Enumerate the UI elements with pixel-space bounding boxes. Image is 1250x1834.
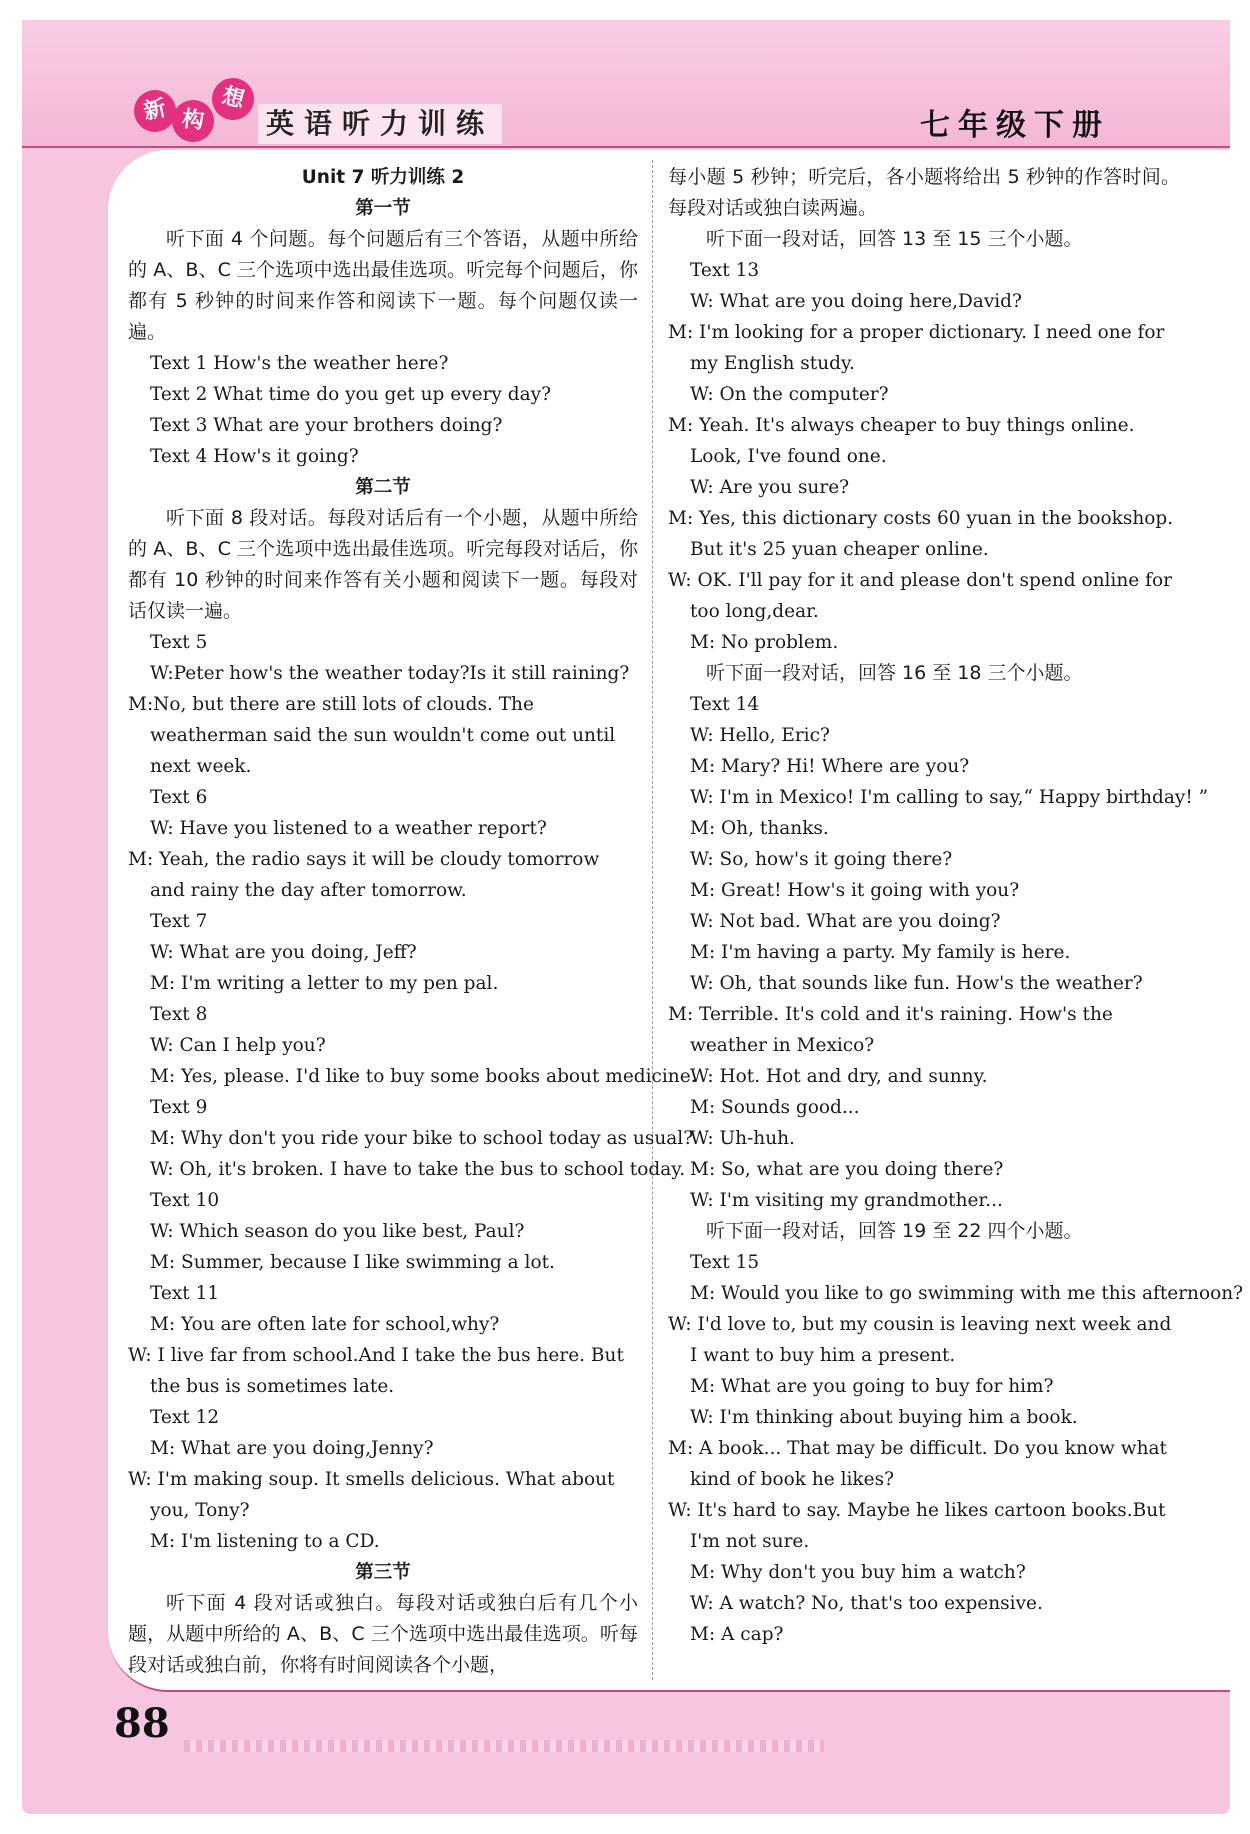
text-item: Text 10 [150, 1190, 220, 1211]
section-heading: Unit 7 听力训练 2 [301, 167, 465, 188]
dialogue-line: W: Oh, that sounds like fun. How's the weather? [690, 973, 1143, 994]
dialogue-line: M: Terrible. It's cold and it's raining. How's the weather in Mexico? [668, 1004, 1113, 1056]
logo-char-2: 构 [170, 98, 216, 144]
text-item: Text 13 [690, 260, 760, 281]
dialogue-line: M: Sounds good... [690, 1097, 860, 1118]
dialogue-line: M: A book... That may be difficult. Do you know what kind of book he likes? [668, 1438, 1167, 1490]
dialogue-line: W: A watch? No, that's too expensive. [690, 1593, 1043, 1614]
series-title: 英语听力训练 [258, 104, 502, 144]
dialogue-line: W: Not bad. What are you doing? [690, 911, 1001, 932]
section-heading: 第一节 [355, 198, 411, 219]
text-item: Text 14 [690, 694, 760, 715]
text-item: Text 15 [690, 1252, 760, 1273]
dialogue-line: M: I'm writing a letter to my pen pal. [150, 973, 499, 994]
text-item: Text 8 [150, 1004, 208, 1025]
section-heading: 第二节 [355, 477, 411, 498]
instruction-paragraph: 每小题 5 秒钟；听完后，各小题将给出 5 秒钟的作答时间。每段对话或独白读两遍。 [668, 166, 1180, 219]
dialogue-line: M: Yeah. It's always cheaper to buy things online. Look, I've found one. [668, 415, 1135, 467]
series-logo [134, 84, 264, 136]
text-item: Text 1 How's the weather here? [150, 353, 449, 374]
instruction-paragraph: 听下面 8 段对话。每段对话后有一个小题，从题中所给的 A、B、C 三个选项中选出最佳选项。听完每段对话后，你都有 10 秒钟的时间来作答有关小题和阅读下一题。每段对话仅读一遍。 [128, 507, 638, 622]
logo-char-3: 想 [208, 74, 259, 125]
dialogue-line: M: A cap? [690, 1624, 784, 1645]
dialogue-line: W:Peter how's the weather today?Is it still raining? [150, 663, 630, 684]
dialogue-line: W: Hot. Hot and dry, and sunny. [690, 1066, 988, 1087]
dialogue-line: M: I'm having a party. My family is here. [690, 942, 1071, 963]
text-item: Text 3 What are your brothers doing? [150, 415, 503, 436]
left-column [128, 162, 697, 1681]
dialogue-line: M: Oh, thanks. [690, 818, 829, 839]
dialogue-line: M: Great! How's it going with you? [690, 880, 1020, 901]
page-number: 88 [114, 1700, 170, 1747]
dialogue-line: W: Are you sure? [690, 477, 850, 498]
dialogue-line: W: Can I help you? [150, 1035, 326, 1056]
dialogue-line: M: What are you doing,Jenny? [150, 1438, 434, 1459]
dialogue-line: W: On the computer? [690, 384, 889, 405]
instruction-paragraph: 听下面 4 个问题。每个问题后有三个答语，从题中所给的 A、B、C 三个选项中选出最佳选项。听完每个问题后，你都有 5 秒钟的时间来作答和阅读下一题。每个问题仅读一遍。 [128, 228, 638, 343]
dialogue-line: M: I'm listening to a CD. [150, 1531, 380, 1552]
dialogue-line: W: Which season do you like best, Paul? [150, 1221, 525, 1242]
dialogue-line: M: Why don't you buy him a watch? [690, 1562, 1026, 1583]
dialogue-line: M:No, but there are still lots of clouds. The weatherman said the sun wouldn't come out until next week. [128, 694, 616, 777]
dialogue-line: W: Uh-huh. [690, 1128, 795, 1149]
dialogue-line: M: Mary? Hi! Where are you? [690, 756, 970, 777]
dialogue-line: W: I'm making soup. It smells delicious. What about you, Tony? [128, 1469, 615, 1521]
dialogue-line: M: So, what are you doing there? [690, 1159, 1004, 1180]
text-item: Text 4 How's it going? [150, 446, 359, 467]
dialogue-line: W: Have you listened to a weather report? [150, 818, 547, 839]
dialogue-line: M: What are you going to buy for him? [690, 1376, 1054, 1397]
instruction-paragraph: 听下面 4 段对话或独白。每段对话或独白后有几个小题，从题中所给的 A、B、C 三个选项中选出最佳选项。听每段对话或独白前，你将有时间阅读各个小题， [128, 1592, 638, 1676]
instruction-paragraph: 听下面一段对话，回答 19 至 22 四个小题。 [706, 1220, 1083, 1242]
dialogue-line: M: Summer, because I like swimming a lot. [150, 1252, 555, 1273]
dialogue-line: M: You are often late for school,why? [150, 1314, 500, 1335]
text-item: Text 9 [150, 1097, 208, 1118]
dialogue-line: W: I'm thinking about buying him a book. [690, 1407, 1078, 1428]
section-heading: 第三节 [355, 1562, 411, 1583]
dialogue-line: W: OK. I'll pay for it and please don't spend online for too long,dear. [668, 570, 1172, 622]
footer-decoration-bar [184, 1740, 824, 1752]
text-item: Text 7 [150, 911, 208, 932]
dialogue-line: M: Yes, this dictionary costs 60 yuan in the bookshop. But it's 25 yuan cheaper online. [668, 508, 1174, 560]
instruction-paragraph: 听下面一段对话，回答 16 至 18 三个小题。 [706, 662, 1083, 684]
dialogue-line: W: What are you doing here,David? [690, 291, 1022, 312]
dialogue-line: W: I'm visiting my grandmother... [690, 1190, 1003, 1211]
dialogue-line: W: I'm in Mexico! I'm calling to say,“ Happy birthday! ” [690, 787, 1209, 808]
text-item: Text 2 What time do you get up every day? [150, 384, 552, 405]
right-column [668, 162, 1244, 1650]
text-item: Text 5 [150, 632, 208, 653]
dialogue-line: W: It's hard to say. Maybe he likes cartoon books.But I'm not sure. [668, 1500, 1166, 1552]
logo-char-1: 新 [130, 86, 180, 136]
dialogue-line: M: Yeah, the radio says it will be cloudy tomorrow and rainy the day after tomorrow. [128, 849, 600, 901]
grade-label: 七年级下册 [920, 108, 1110, 143]
instruction-paragraph: 听下面一段对话，回答 13 至 15 三个小题。 [706, 228, 1083, 250]
column-divider [652, 160, 653, 1680]
dialogue-line: M: I'm looking for a proper dictionary. I need one for my English study. [668, 322, 1165, 374]
dialogue-line: M: No problem. [690, 632, 839, 653]
text-item: Text 11 [150, 1283, 220, 1304]
dialogue-line: W: What are you doing, Jeff? [150, 942, 417, 963]
header-rule [22, 146, 1230, 148]
text-item: Text 12 [150, 1407, 220, 1428]
dialogue-line: M: Yes, please. I'd like to buy some books about medicine. [150, 1066, 697, 1087]
dialogue-line: M: Would you like to go swimming with me this afternoon? [690, 1283, 1244, 1304]
dialogue-line: M: Why don't you ride your bike to school today as usual? [150, 1128, 694, 1149]
text-item: Text 6 [150, 787, 208, 808]
dialogue-line: W: I live far from school.And I take the bus here. But the bus is sometimes late. [128, 1345, 624, 1397]
dialogue-line: W: So, how's it going there? [690, 849, 953, 870]
dialogue-line: W: Oh, it's broken. I have to take the bus to school today. [150, 1159, 686, 1180]
dialogue-line: W: Hello, Eric? [690, 725, 830, 746]
dialogue-line: W: I'd love to, but my cousin is leaving next week and I want to buy him a present. [668, 1314, 1172, 1366]
